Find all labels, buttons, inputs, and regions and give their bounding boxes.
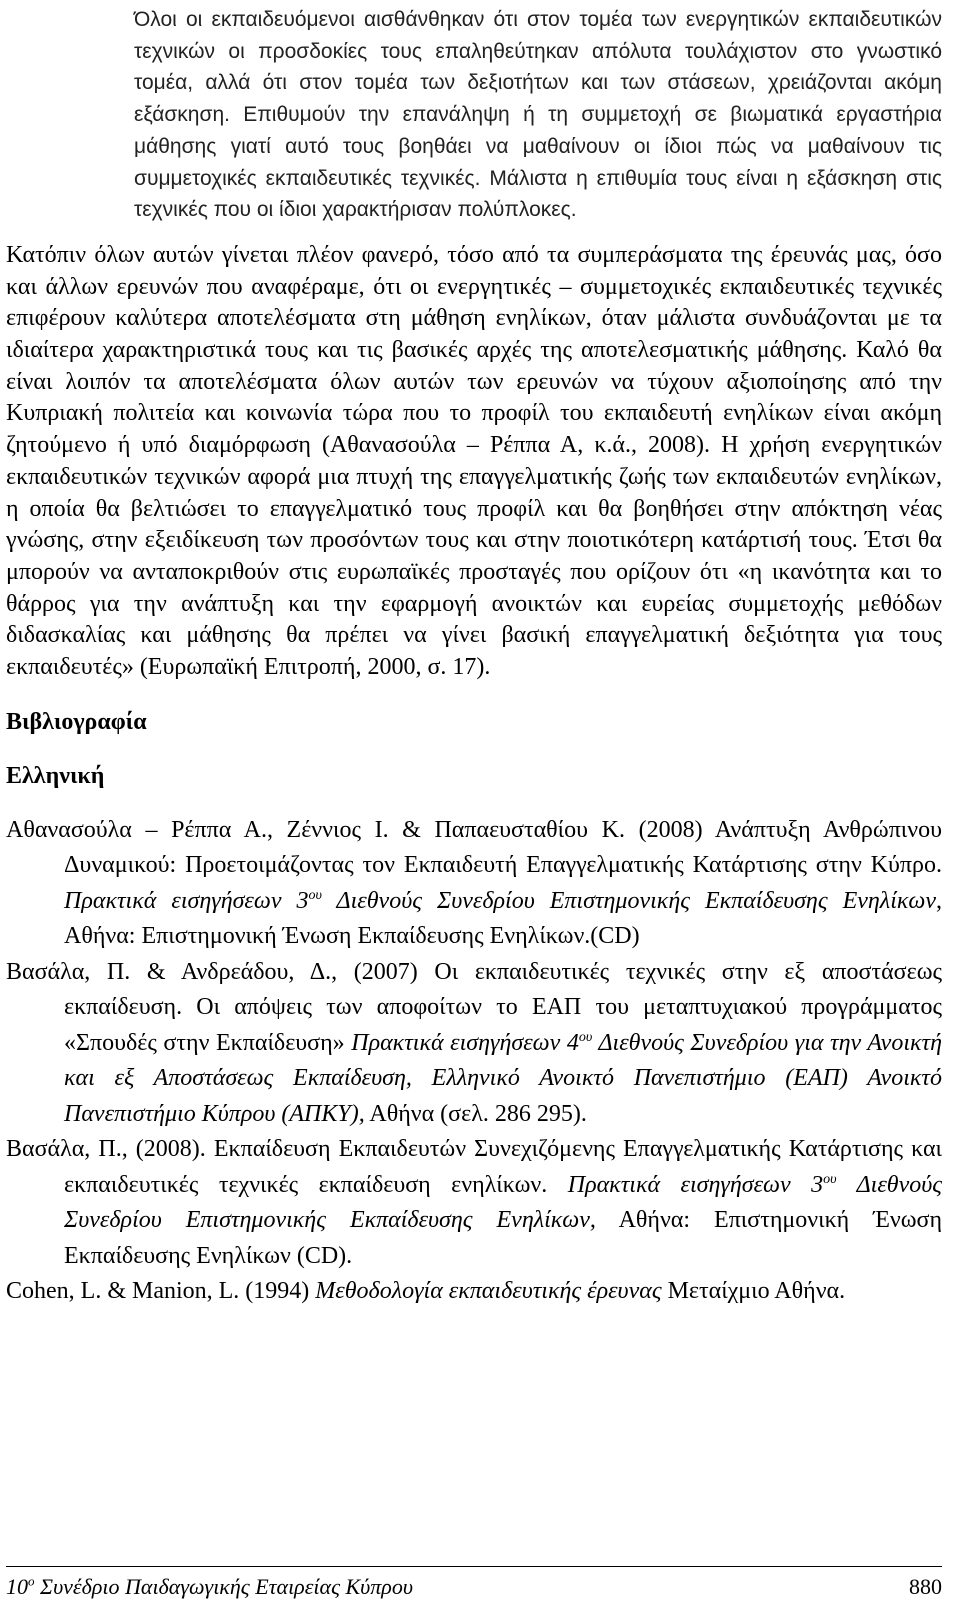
paragraph-findings: Όλοι οι εκπαιδευόμενοι αισθάνθηκαν ότι στον τομέα των ενεργητικών εκπαιδευτικών τεχνικών οι προσδοκίες τους επαληθεύτηκαν απόλυτα τουλάχιστον στο γνωστικό τομέα, αλλά ότι στον τομέα των δεξιοτήτων και των στάσεων, χρειάζονται ακόμη εξάσκηση. Επιθυμούν την επανάληψη ή τη συμμετοχή σε βιωματικά εργαστήρια μάθησης γιατί αυτό τους βοηθάει να μαθαίνουν οι ίδιοι πώς να μαθαίνουν τις συμμετοχικές εκπαιδευτικές τεχνικές. Μάλιστα η επιθυμία τους είναι η εξάσκηση στις τεχνικές που οι ίδιοι χαρακτήρισαν πολύπλοκες. [134,8,942,222]
reference-entry: Βασάλα, Π., (2008). Εκπαίδευση Εκπαιδευτών Συνεχιζόμενης Επαγγελματικής Κατάρτισης και εκπαιδευτικές τεχνικές εκπαίδευση ενηλίκων. Πρακτικά εισηγήσεων $3^{o\upsilon}$ Διεθνούς Συνεδρίου Επιστημονικής Εκπαίδευσης Ενηλίκων, Αθήνα: Επιστημονική Ένωση Εκπαίδευσης Ενηλίκων (CD). [6,1136,942,1269]
footer-conference-title: $10^o$ Συνέδριο Παιδαγωγικής Εταιρείας Κύπρου [6,1573,413,1599]
reference-entry: Βασάλα, Π. & Ανδρεάδου, Δ., (2007) Οι εκπαιδευτικές τεχνικές στην εξ αποστάσεως εκπαίδευση. Οι απόψεις των αποφοίτων το ΕΑΠ του μεταπτυχιακού προγράμματος «Σπουδές στην Εκπαίδευση» Πρακτικά εισηγήσεων $4^{o\upsilon}$ Διεθνούς Συνεδρίου για την Ανοικτή και εξ Αποστάσεως Εκπαίδευση, Ελληνικό Ανοικτό Πανεπιστήμιο (ΕΑΠ) Ανοικτό Πανεπιστήμιο Κύπρου (ΑΠΚΥ), Αθήνα (σελ. 286 295). [6,958,942,1127]
document-page [6,0,942,1599]
heading-bibliography: Βιβλιογραφία [6,708,147,735]
page-number: 880 [909,1574,942,1599]
reference-list [6,813,942,1310]
heading-greek-references: Ελληνική [6,762,105,789]
paragraph-conclusions: Κατόπιν όλων αυτών γίνεται πλέον φανερό, τόσο από τα συμπεράσματα της έρευνάς μας, όσο και άλλων ερευνών που αναφέραμε, ότι οι ενεργητικές – συμμετοχικές εκπαιδευτικές τεχνικές επιφέρουν καλύτερα αποτελέσματα στη μάθηση ενηλίκων, όταν μάλιστα συνδυάζονται με τα ιδιαίτερα χαρακτηριστικά τους και τις βασικές αρχές της αποτελεσματικής μάθησης. Καλό θα είναι λοιπόν τα αποτελέσματα όλων αυτών των ερευνών να τύχουν αξιοποίησης από την Κυπριακή πολιτεία και κοινωνία τώρα που το προφίλ του εκπαιδευτή ενηλίκων είναι ακόμη ζητούμενο ή υπό διαμόρφωση (Αθανασούλα – Ρέππα Α, κ.ά., 2008). Η χρήση ενεργητικών εκπαιδευτικών τεχνικών αφορά μια πτυχή της επαγγελματικής ζωής των εκπαιδευτών ενηλίκων, η οποία θα βελτιώσει το επαγγελματικό τους προφίλ και θα βοηθήσει στην απόκτηση νέας γνώσης, στην εξειδίκευση των προσόντων τους και στην ποιοτικότερη κατάρτισή τους. Έτσι θα μπορούν να ανταποκριθούν στις ευρωπαϊκές προσταγές που ορίζουν ότι «η ικανότητα και το θάρρος για την ανάπτυξη και την εφαρμογή ανοικτών και ευρείας συμμετοχής μεθόδων διδασκαλίας και μάθησης θα πρέπει να γίνει βασική επαγγελματική δεξιότητα για τους εκπαιδευτές» (Ευρωπαϊκή Επιτροπή, 2000, σ. 17). [6,241,942,681]
page-footer [6,1566,942,1601]
reference-entry: Αθανασούλα – Ρέππα Α., Ζέννιος Ι. & Παπαευσταθίου Κ. (2008) Ανάπτυξη Ανθρώπινου Δυναμικού: Προετοιμάζοντας τον Εκπαιδευτή Επαγγελματικής Κατάρτισης στην Κύπρο. Πρακτικά εισηγήσεων $3^{o\upsilon}$ Διεθνούς Συνεδρίου Επιστημονικής Εκπαίδευσης Ενηλίκων, Αθήνα: Επιστημονική Ένωση Εκπαίδευσης Ενηλίκων.(CD) [6,816,942,950]
reference-entry: Cohen, L. & Manion, L. (1994) Μεθοδολογία εκπαιδευτικής έρευνας Μεταίχμιο Αθήνα. [6,1278,846,1305]
